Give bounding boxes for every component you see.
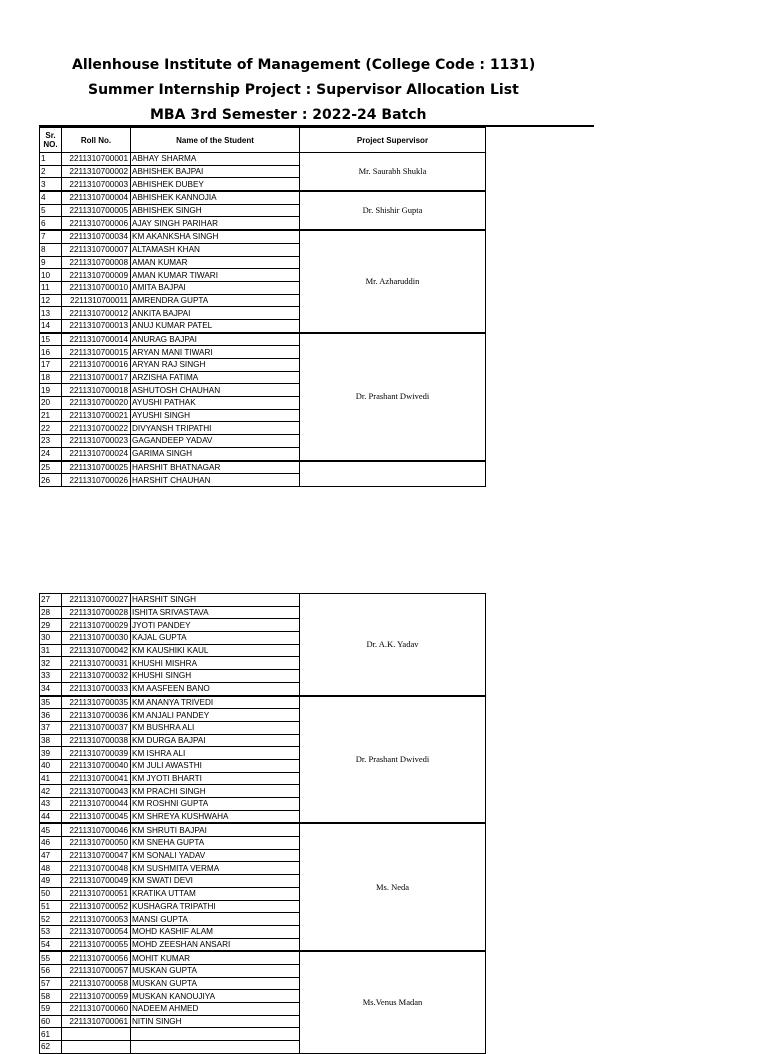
table-row (40, 333, 486, 346)
sno-cell: 19 (40, 384, 62, 397)
sno-cell: 39 (40, 747, 62, 760)
student-name-cell: KM SWATI DEVI (131, 875, 300, 888)
student-name-cell: JYOTI PANDEY (131, 619, 300, 632)
roll-no-cell: 2211310700007 (62, 243, 131, 256)
student-name-cell: NITIN SINGH (131, 1015, 300, 1028)
roll-no-cell: 2211310700050 (62, 837, 131, 850)
student-name-cell: KM ROSHNI GUPTA (131, 798, 300, 811)
roll-no-cell: 2211310700045 (62, 810, 131, 823)
roll-no-cell: 2211310700010 (62, 281, 131, 294)
sno-cell: 61 (40, 1028, 62, 1041)
sno-cell: 34 (40, 682, 62, 695)
sno-cell: 50 (40, 887, 62, 900)
table-row (40, 696, 486, 709)
sno-cell: 30 (40, 632, 62, 645)
sno-cell: 22 (40, 422, 62, 435)
table-header-row (40, 128, 486, 153)
roll-no-cell: 2211310700035 (62, 696, 131, 709)
sno-cell: 18 (40, 371, 62, 384)
student-name-cell: AMRENDRA GUPTA (131, 294, 300, 307)
sno-cell: 60 (40, 1015, 62, 1028)
sno-cell: 11 (40, 281, 62, 294)
roll-no-cell: 2211310700033 (62, 682, 131, 695)
project-title: Summer Internship Project : Supervisor Allocation List (88, 82, 519, 98)
roll-no-cell: 2211310700028 (62, 606, 131, 619)
student-name-cell: KM BUSHRA ALI (131, 721, 300, 734)
student-name-cell: KUSHAGRA TRIPATHI (131, 900, 300, 913)
student-name-cell: ANKITA BAJPAI (131, 307, 300, 320)
roll-no-cell: 2211310700043 (62, 785, 131, 798)
roll-no-cell: 2211310700042 (62, 644, 131, 657)
institute-title: Allenhouse Institute of Management (College Code : 1131) (72, 57, 536, 73)
student-name-cell: MUSKAN KANOUJIYA (131, 990, 300, 1003)
sno-cell: 53 (40, 925, 62, 938)
roll-no-cell: 2211310700059 (62, 990, 131, 1003)
roll-no-cell: 2211310700011 (62, 294, 131, 307)
sno-cell: 59 (40, 1003, 62, 1016)
student-name-cell: ABHISHEK SINGH (131, 204, 300, 217)
roll-no-cell: 2211310700005 (62, 204, 131, 217)
allocation-table-page-1 (39, 127, 486, 487)
student-name-cell: KM ISHRA ALI (131, 747, 300, 760)
roll-no-cell: 2211310700024 (62, 447, 131, 460)
sno-cell: 21 (40, 409, 62, 422)
sno-cell: 51 (40, 900, 62, 913)
sno-cell: 38 (40, 734, 62, 747)
roll-no-cell: 2211310700016 (62, 359, 131, 372)
roll-no-cell: 2211310700029 (62, 619, 131, 632)
sno-cell: 14 (40, 319, 62, 332)
sno-cell: 3 (40, 178, 62, 191)
col-header-roll: Roll No. (62, 128, 131, 153)
sno-cell: 33 (40, 670, 62, 683)
roll-no-cell: 2211310700018 (62, 384, 131, 397)
student-name-cell: AMITA BAJPAI (131, 281, 300, 294)
roll-no-cell: 2211310700040 (62, 759, 131, 772)
col-header-sno: Sr. NO. (40, 128, 62, 153)
roll-no-cell: 2211310700004 (62, 191, 131, 204)
roll-no-cell: 2211310700009 (62, 269, 131, 282)
table-body-page-2 (40, 594, 486, 1054)
sno-cell: 37 (40, 721, 62, 734)
sno-cell: 2 (40, 165, 62, 178)
roll-no-cell: 2211310700026 (62, 474, 131, 487)
sno-cell: 48 (40, 862, 62, 875)
roll-no-cell: 2211310700023 (62, 435, 131, 448)
sno-cell: 20 (40, 397, 62, 410)
student-name-cell: KM ANJALI PANDEY (131, 709, 300, 722)
roll-no-cell: 2211310700046 (62, 823, 131, 836)
student-name-cell: KM AASFEEN BANO (131, 682, 300, 695)
roll-no-cell: 2211310700003 (62, 178, 131, 191)
student-name-cell: GARIMA SINGH (131, 447, 300, 460)
sno-cell: 23 (40, 435, 62, 448)
student-name-cell: KM SHRUTI BAJPAI (131, 823, 300, 836)
student-name-cell: ARYAN MANI TIWARI (131, 346, 300, 359)
student-name-cell: ISHITA SRIVASTAVA (131, 606, 300, 619)
student-name-cell: KM SUSHMITA VERMA (131, 862, 300, 875)
roll-no-cell: 2211310700034 (62, 230, 131, 243)
student-name-cell: MANSI GUPTA (131, 913, 300, 926)
roll-no-cell: 2211310700002 (62, 165, 131, 178)
sno-cell: 57 (40, 977, 62, 990)
sno-cell: 40 (40, 759, 62, 772)
student-name-cell: HARSHIT CHAUHAN (131, 474, 300, 487)
roll-no-cell: 2211310700022 (62, 422, 131, 435)
sno-cell: 49 (40, 875, 62, 888)
sno-cell: 52 (40, 913, 62, 926)
sno-cell: 16 (40, 346, 62, 359)
roll-no-cell: 2211310700014 (62, 333, 131, 346)
roll-no-cell: 2211310700030 (62, 632, 131, 645)
roll-no-cell: 2211310700036 (62, 709, 131, 722)
roll-no-cell: 2211310700037 (62, 721, 131, 734)
student-name-cell: KHUSHI SINGH (131, 670, 300, 683)
sno-cell: 28 (40, 606, 62, 619)
sno-cell: 32 (40, 657, 62, 670)
roll-no-cell: 2211310700049 (62, 875, 131, 888)
sno-cell: 9 (40, 256, 62, 269)
student-name-cell: KM AKANKSHA SINGH (131, 230, 300, 243)
sno-cell: 17 (40, 359, 62, 372)
sno-cell: 10 (40, 269, 62, 282)
sno-cell: 47 (40, 849, 62, 862)
student-name-cell: KHUSHI MISHRA (131, 657, 300, 670)
sno-cell: 8 (40, 243, 62, 256)
roll-no-cell: 2211310700052 (62, 900, 131, 913)
student-name-cell: HARSHIT BHATNAGAR (131, 461, 300, 474)
roll-no-cell: 2211310700056 (62, 951, 131, 964)
roll-no-cell: 2211310700039 (62, 747, 131, 760)
student-name-cell: ARYAN RAJ SINGH (131, 359, 300, 372)
roll-no-cell: 2211310700055 (62, 938, 131, 951)
roll-no-cell: 2211310700021 (62, 409, 131, 422)
roll-no-cell: 2211310700027 (62, 594, 131, 607)
sno-cell: 25 (40, 461, 62, 474)
sno-cell: 54 (40, 938, 62, 951)
student-name-cell (131, 1028, 300, 1041)
student-name-cell: KM PRACHI SINGH (131, 785, 300, 798)
supervisor-cell: Mr. Azharuddin (300, 230, 486, 333)
student-name-cell: HARSHIT SINGH (131, 594, 300, 607)
student-name-cell: GAGANDEEP YADAV (131, 435, 300, 448)
sno-cell: 15 (40, 333, 62, 346)
sno-cell: 42 (40, 785, 62, 798)
student-name-cell: KM DURGA BAJPAI (131, 734, 300, 747)
student-name-cell: NADEEM AHMED (131, 1003, 300, 1016)
sno-cell: 45 (40, 823, 62, 836)
sno-cell: 43 (40, 798, 62, 811)
table-row (40, 191, 486, 204)
roll-no-cell (62, 1041, 131, 1054)
sno-cell: 55 (40, 951, 62, 964)
student-name-cell: ABHISHEK KANNOJIA (131, 191, 300, 204)
roll-no-cell: 2211310700038 (62, 734, 131, 747)
student-name-cell: MOHIT KUMAR (131, 951, 300, 964)
student-name-cell: ANUJ KUMAR PATEL (131, 319, 300, 332)
sno-cell: 58 (40, 990, 62, 1003)
supervisor-cell (300, 461, 486, 487)
sno-cell: 5 (40, 204, 62, 217)
student-name-cell: KM KAUSHIKI KAUL (131, 644, 300, 657)
roll-no-cell: 2211310700017 (62, 371, 131, 384)
student-name-cell: MUSKAN GUPTA (131, 964, 300, 977)
sno-cell: 6 (40, 217, 62, 230)
col-header-name: Name of the Student (131, 128, 300, 153)
sno-cell: 44 (40, 810, 62, 823)
sno-cell: 41 (40, 772, 62, 785)
roll-no-cell: 2211310700054 (62, 925, 131, 938)
student-name-cell: KAJAL GUPTA (131, 632, 300, 645)
student-name-cell: ABHISHEK DUBEY (131, 178, 300, 191)
roll-no-cell: 2211310700057 (62, 964, 131, 977)
roll-no-cell: 2211310700058 (62, 977, 131, 990)
student-name-cell: AMAN KUMAR (131, 256, 300, 269)
sno-cell: 4 (40, 191, 62, 204)
roll-no-cell: 2211310700053 (62, 913, 131, 926)
roll-no-cell: 2211310700061 (62, 1015, 131, 1028)
sno-cell: 26 (40, 474, 62, 487)
sno-cell: 12 (40, 294, 62, 307)
supervisor-cell: Dr. Shishir Gupta (300, 191, 486, 230)
student-name-cell: ASHUTOSH CHAUHAN (131, 384, 300, 397)
roll-no-cell: 2211310700032 (62, 670, 131, 683)
roll-no-cell: 2211310700008 (62, 256, 131, 269)
roll-no-cell: 2211310700006 (62, 217, 131, 230)
sno-cell: 31 (40, 644, 62, 657)
student-name-cell: KM SHREYA KUSHWAHA (131, 810, 300, 823)
supervisor-cell: Dr. Prashant Dwivedi (300, 333, 486, 461)
supervisor-cell: Ms.Venus Madan (300, 951, 486, 1053)
table-body-page-1 (40, 153, 486, 487)
student-name-cell: MOHD ZEESHAN ANSARI (131, 938, 300, 951)
student-name-cell: AYUSHI SINGH (131, 409, 300, 422)
roll-no-cell: 2211310700001 (62, 153, 131, 166)
student-name-cell: ALTAMASH KHAN (131, 243, 300, 256)
roll-no-cell: 2211310700015 (62, 346, 131, 359)
roll-no-cell: 2211310700025 (62, 461, 131, 474)
sno-cell: 35 (40, 696, 62, 709)
table-row (40, 461, 486, 474)
student-name-cell: KM SONALI YADAV (131, 849, 300, 862)
student-name-cell: KM ANANYA TRIVEDI (131, 696, 300, 709)
student-name-cell: ANURAG BAJPAI (131, 333, 300, 346)
sno-cell: 46 (40, 837, 62, 850)
student-name-cell: AJAY SINGH PARIHAR (131, 217, 300, 230)
student-name-cell: KM JYOTI BHARTI (131, 772, 300, 785)
student-name-cell: ABHAY SHARMA (131, 153, 300, 166)
student-name-cell: KM JULI AWASTHI (131, 759, 300, 772)
roll-no-cell: 2211310700048 (62, 862, 131, 875)
roll-no-cell: 2211310700044 (62, 798, 131, 811)
sno-cell: 7 (40, 230, 62, 243)
roll-no-cell: 2211310700047 (62, 849, 131, 862)
supervisor-cell: Mr. Saurabh Shukla (300, 153, 486, 192)
table-row (40, 823, 486, 836)
roll-no-cell: 2211310700051 (62, 887, 131, 900)
student-name-cell: KRATIKA UTTAM (131, 887, 300, 900)
student-name-cell: ABHISHEK BAJPAI (131, 165, 300, 178)
sno-cell: 56 (40, 964, 62, 977)
col-header-supervisor: Project Supervisor (300, 128, 486, 153)
roll-no-cell: 2211310700031 (62, 657, 131, 670)
table-row (40, 594, 486, 607)
roll-no-cell: 2211310700013 (62, 319, 131, 332)
student-name-cell: MOHD KASHIF ALAM (131, 925, 300, 938)
student-name-cell: AMAN KUMAR TIWARI (131, 269, 300, 282)
student-name-cell: AYUSHI PATHAK (131, 397, 300, 410)
roll-no-cell: 2211310700060 (62, 1003, 131, 1016)
batch-title: MBA 3rd Semester : 2022-24 Batch (150, 107, 427, 123)
sno-cell: 36 (40, 709, 62, 722)
sno-cell: 1 (40, 153, 62, 166)
sno-cell: 27 (40, 594, 62, 607)
student-name-cell: KM SNEHA GUPTA (131, 837, 300, 850)
table-row (40, 951, 486, 964)
roll-no-cell: 2211310700012 (62, 307, 131, 320)
student-name-cell: DIVYANSH TRIPATHI (131, 422, 300, 435)
student-name-cell: MUSKAN GUPTA (131, 977, 300, 990)
supervisor-cell: Dr. Prashant Dwivedi (300, 696, 486, 824)
allocation-table-page-2 (39, 593, 486, 1054)
supervisor-cell: Ms. Neda (300, 823, 486, 951)
table-row (40, 153, 486, 166)
roll-no-cell: 2211310700041 (62, 772, 131, 785)
student-name-cell (131, 1041, 300, 1054)
sno-cell: 29 (40, 619, 62, 632)
sno-cell: 24 (40, 447, 62, 460)
roll-no-cell: 2211310700020 (62, 397, 131, 410)
roll-no-cell (62, 1028, 131, 1041)
sno-cell: 62 (40, 1041, 62, 1054)
student-name-cell: ARZISHA FATIMA (131, 371, 300, 384)
table-row (40, 230, 486, 243)
sno-cell: 13 (40, 307, 62, 320)
supervisor-cell: Dr. A.K. Yadav (300, 594, 486, 696)
